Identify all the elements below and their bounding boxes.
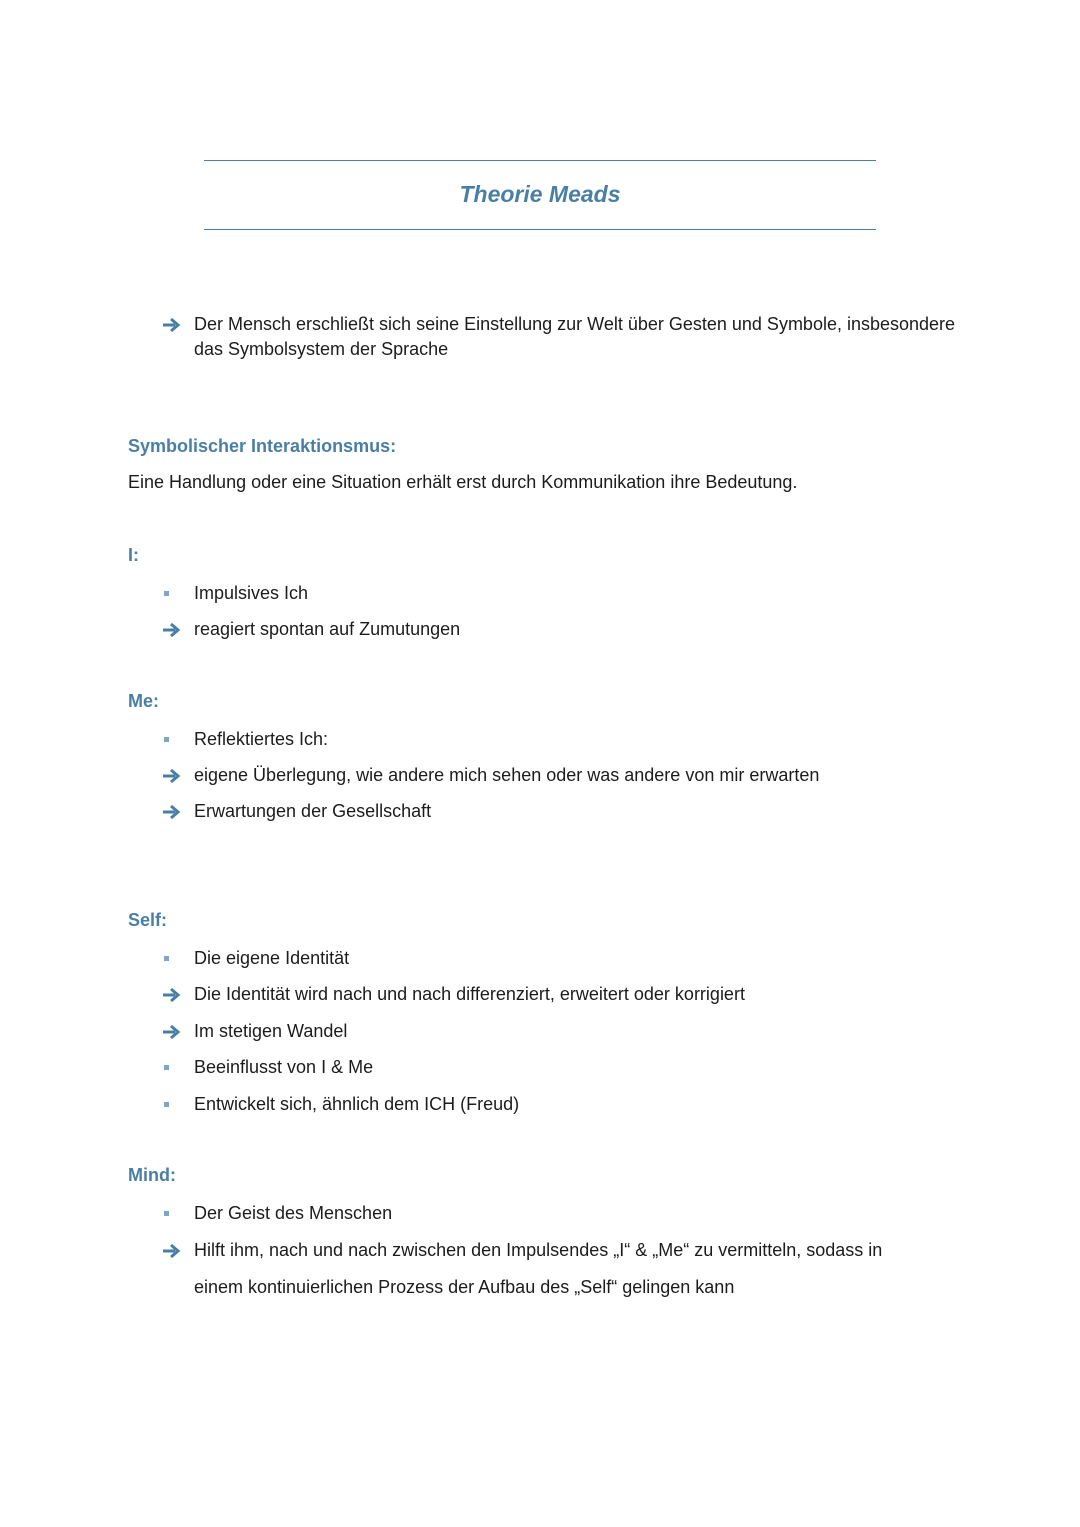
list-item-text: Der Geist des Menschen (194, 1203, 393, 1223)
heading-i: I: (128, 545, 139, 565)
list-item-text: Entwickelt sich, ähnlich dem ICH (Freud) (194, 1094, 520, 1114)
square-bullet-icon (162, 727, 194, 752)
list-item (162, 1238, 964, 1263)
list-item-text: Im stetigen Wandel (194, 1021, 348, 1041)
list-item-text: Beeinflusst von I & Me (194, 1057, 374, 1077)
list-item-text: Reflektiertes Ich: (194, 729, 329, 749)
intro-text: Der Mensch erschließt sich seine Einstellung zur Welt über Gesten und Symbole, insbesondere das Symbolsystem der Sprache (194, 314, 956, 359)
heading-mind: Mind: (128, 1165, 176, 1185)
list-item (162, 1201, 964, 1226)
square-bullet-icon (162, 946, 194, 971)
list-item-text: Hilft ihm, nach und nach zwischen den Impulsendes „I“ & „Me“ zu vermitteln, sodass in (194, 1240, 883, 1260)
arrow-right-icon (162, 982, 194, 1007)
list-item (162, 581, 964, 606)
arrow-right-icon (162, 1019, 194, 1044)
list-item (162, 763, 964, 788)
list-item-text: Die eigene Identität (194, 948, 350, 968)
list-item (162, 982, 964, 1007)
arrow-right-icon (162, 1238, 194, 1263)
heading-symbolic: Symbolischer Interaktionsmus: (128, 436, 397, 456)
intro-item (162, 312, 964, 362)
list-item-text: Die Identität wird nach und nach differenziert, erweitert oder korrigiert (194, 984, 745, 1004)
title-rule-bottom (204, 229, 876, 230)
arrow-right-icon (162, 799, 194, 824)
list-item-text: Erwartungen der Gesellschaft (194, 801, 432, 821)
square-bullet-icon (162, 1055, 194, 1080)
list-item-continuation (162, 1275, 964, 1300)
list-item (162, 1019, 964, 1044)
list-item (162, 799, 964, 824)
list-item (162, 617, 964, 642)
list-item (162, 1092, 964, 1117)
arrow-right-icon (162, 617, 194, 642)
list-item-text: einem kontinuierlichen Prozess der Aufbau des „Self“ gelingen kann (194, 1277, 735, 1297)
heading-me: Me: (128, 691, 159, 711)
list-item-text: reagiert spontan auf Zumutungen (194, 619, 461, 639)
symbolic-text: Eine Handlung oder eine Situation erhält erst durch Kommunikation ihre Bedeutung. (128, 472, 798, 492)
arrow-right-icon (162, 312, 194, 337)
list-item (162, 946, 964, 971)
list-item-text: eigene Überlegung, wie andere mich sehen oder was andere von mir erwarten (194, 765, 820, 785)
square-bullet-icon (162, 581, 194, 606)
square-bullet-icon (162, 1092, 194, 1117)
title-rule-top (204, 160, 876, 161)
page-title: Theorie Meads (459, 181, 621, 207)
list-item (162, 727, 964, 752)
list-item-text: Impulsives Ich (194, 583, 309, 603)
list-item (162, 1055, 964, 1080)
heading-self: Self: (128, 910, 168, 930)
arrow-right-icon (162, 763, 194, 788)
square-bullet-icon (162, 1201, 194, 1226)
